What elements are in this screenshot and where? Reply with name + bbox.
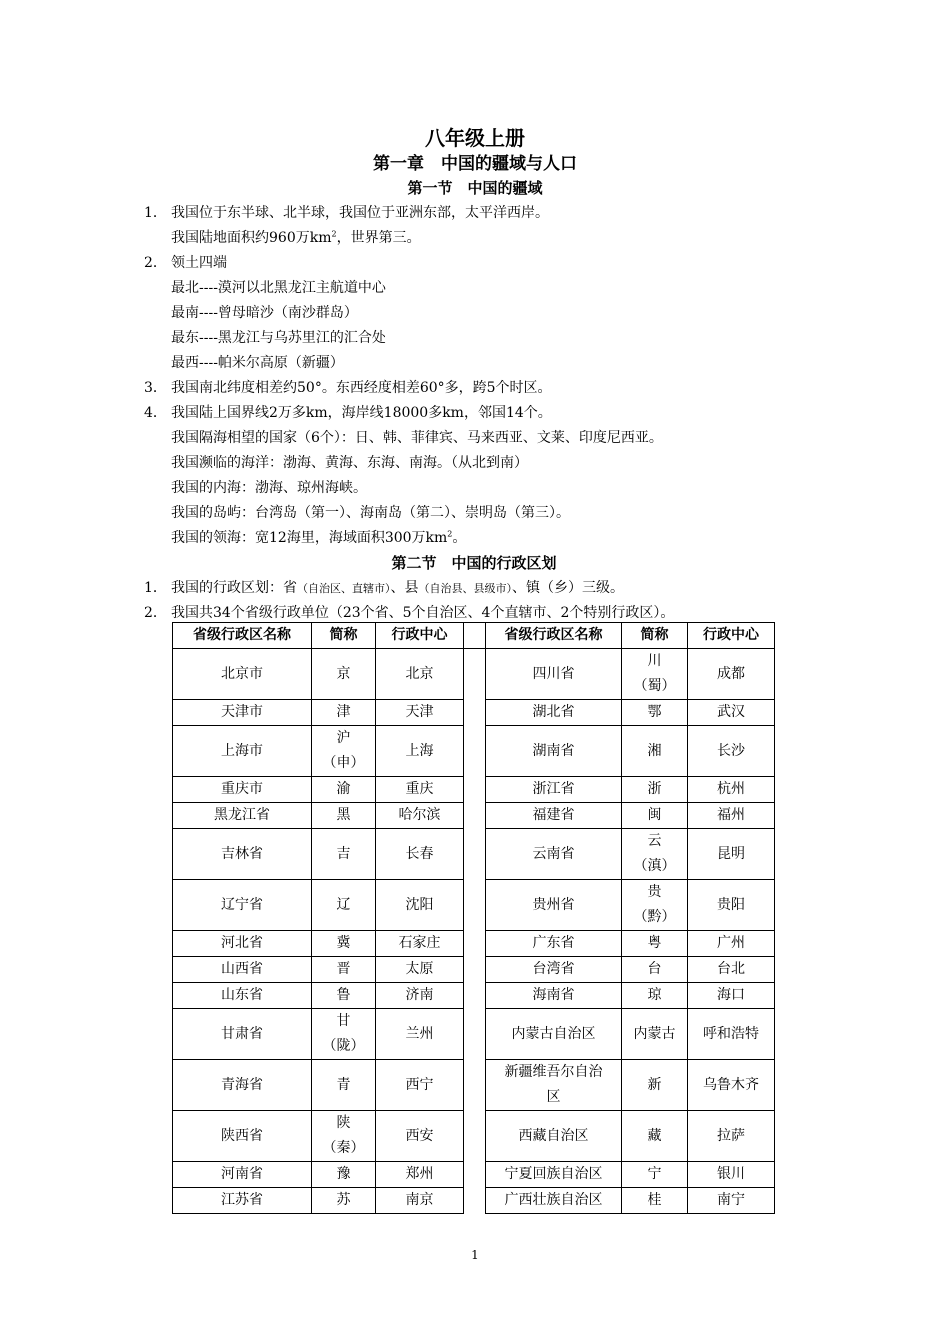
page-number: 1 [471,1248,479,1262]
province-name: 河北省 [173,931,312,957]
table-row [173,983,775,1009]
table-row [173,777,775,803]
province-name: 北京市 [173,649,312,700]
province-capital: 南京 [376,1188,464,1214]
list-item [144,251,804,276]
province-abbr: 陕 （秦） [312,1111,376,1162]
province-name: 青海省 [173,1060,312,1111]
list-item [144,326,804,351]
item-text: 、镇（乡）三级。 [512,580,624,596]
table-gap [464,983,486,1009]
item-text: 我国濒临的海洋：渤海、黄海、东海、南海。（从北到南） [171,455,528,471]
province-name: 山东省 [173,983,312,1009]
item-text: 、县 [390,580,419,596]
list-item [144,426,804,451]
item-number: 2． [144,605,167,621]
province-capital: 南宁 [688,1188,775,1214]
item-note: （自治县、县级市） [418,582,512,595]
list-item [144,576,804,601]
province-capital: 杭州 [688,777,775,803]
province-capital: 福州 [688,803,775,829]
province-name: 甘肃省 [173,1009,312,1060]
item-text: 。 [452,530,467,546]
table-row [173,880,775,931]
province-capital: 天津 [376,700,464,726]
item-text: 我国陆地面积约960万km [171,230,332,246]
province-abbr: 渝 [312,777,376,803]
province-capital: 成都 [688,649,775,700]
header-name: 省级行政区名称 [486,623,622,649]
province-abbr: 闽 [622,803,688,829]
item-number: 2． [144,255,167,271]
province-capital: 重庆 [376,777,464,803]
province-capital: 西安 [376,1111,464,1162]
province-name: 吉林省 [173,829,312,880]
province-abbr: 沪 （申） [312,726,376,777]
item-text: 我国南北纬度相差约50°。东西经度相差60°多，跨5个时区。 [171,380,552,396]
province-abbr: 青 [312,1060,376,1111]
table-gap [464,649,486,700]
province-capital: 武汉 [688,700,775,726]
list-item [144,451,804,476]
province-abbr: 津 [312,700,376,726]
province-name: 新疆维吾尔自治 区 [486,1060,622,1111]
item-text: 我国的行政区划：省 [171,580,297,596]
province-capital: 海口 [688,983,775,1009]
table-gap [464,623,486,649]
item-text: ，世界第三。 [336,230,421,246]
province-name: 江苏省 [173,1188,312,1214]
province-abbr: 浙 [622,777,688,803]
province-name: 湖北省 [486,700,622,726]
item-number: 4． [144,405,167,421]
province-name: 广西壮族自治区 [486,1188,622,1214]
table-gap [464,1162,486,1188]
province-name: 贵州省 [486,880,622,931]
table-row [173,1060,775,1111]
province-abbr: 苏 [312,1188,376,1214]
item-number: 1． [144,580,167,596]
province-abbr: 晋 [312,957,376,983]
book-title: 八年级上册 [425,126,525,150]
item-text: 最北----漠河以北黑龙江主航道中心 [171,280,386,296]
header-abbr: 简称 [622,623,688,649]
province-abbr: 贵 （黔） [622,880,688,931]
item-text: 我国的内海：渤海、琼州海峡。 [171,480,367,496]
province-abbr: 鲁 [312,983,376,1009]
list-item [144,201,804,226]
item-text: 我国隔海相望的国家（6个）：日、韩、菲律宾、马来西亚、文莱、印度尼西亚。 [171,430,663,446]
header-abbr: 简称 [312,623,376,649]
province-name: 宁夏回族自治区 [486,1162,622,1188]
province-abbr: 桂 [622,1188,688,1214]
province-abbr: 内蒙古 [622,1009,688,1060]
province-name: 湖南省 [486,726,622,777]
table-row [173,726,775,777]
province-name: 上海市 [173,726,312,777]
table-gap [464,1111,486,1162]
province-capital: 兰州 [376,1009,464,1060]
table-row [173,1188,775,1214]
province-abbr: 黑 [312,803,376,829]
province-capital: 广州 [688,931,775,957]
list-item [144,401,804,426]
province-abbr: 辽 [312,880,376,931]
province-name: 重庆市 [173,777,312,803]
superscript: 2 [331,229,337,239]
item-text: 最西----帕米尔高原（新疆） [171,355,344,371]
province-capital: 昆明 [688,829,775,880]
table-row [173,700,775,726]
province-capital: 呼和浩特 [688,1009,775,1060]
province-table [172,622,775,1214]
section1-list [144,201,804,551]
list-item [144,476,804,501]
province-name: 河南省 [173,1162,312,1188]
province-name: 台湾省 [486,957,622,983]
table-row [173,829,775,880]
province-abbr: 云 （滇） [622,829,688,880]
document-body [144,201,804,626]
province-abbr: 藏 [622,1111,688,1162]
province-table-wrapper [172,622,775,1214]
province-name: 广东省 [486,931,622,957]
province-abbr: 京 [312,649,376,700]
item-text: 我国共34个省级行政单位（23个省、5个自治区、4个直辖市、2个特别行政区）。 [171,605,675,621]
province-abbr: 甘 （陇） [312,1009,376,1060]
item-note: （自治区、直辖市） [297,582,391,595]
item-text: 最东----黑龙江与乌苏里江的汇合处 [171,330,386,346]
province-abbr: 湘 [622,726,688,777]
header-capital: 行政中心 [688,623,775,649]
table-row [173,803,775,829]
province-name: 陕西省 [173,1111,312,1162]
table-row [173,1162,775,1188]
province-capital: 北京 [376,649,464,700]
province-capital: 台北 [688,957,775,983]
province-name: 四川省 [486,649,622,700]
table-gap [464,931,486,957]
table-gap [464,880,486,931]
province-abbr: 新 [622,1060,688,1111]
province-capital: 西宁 [376,1060,464,1111]
province-abbr: 琼 [622,983,688,1009]
list-item [144,351,804,376]
list-item [144,376,804,401]
list-item [144,526,804,551]
province-capital: 长春 [376,829,464,880]
province-capital: 贵阳 [688,880,775,931]
list-item [144,301,804,326]
item-text: 我国的领海：宽12海里，海域面积300万km [171,530,448,546]
table-row [173,1009,775,1060]
province-abbr: 川 （蜀） [622,649,688,700]
table-gap [464,803,486,829]
table-gap [464,1060,486,1111]
province-capital: 哈尔滨 [376,803,464,829]
province-name: 浙江省 [486,777,622,803]
item-text: 领土四端 [171,255,227,271]
province-name: 天津市 [173,700,312,726]
province-capital: 济南 [376,983,464,1009]
province-capital: 石家庄 [376,931,464,957]
header-name: 省级行政区名称 [173,623,312,649]
table-row [173,957,775,983]
table-gap [464,957,486,983]
province-capital: 郑州 [376,1162,464,1188]
list-item [144,501,804,526]
chapter-title: 第一章 中国的疆域与人口 [373,154,577,174]
province-abbr: 粤 [622,931,688,957]
table-row [173,649,775,700]
province-name: 西藏自治区 [486,1111,622,1162]
table-gap [464,700,486,726]
province-abbr: 鄂 [622,700,688,726]
item-number: 1． [144,205,167,221]
list-item [144,276,804,301]
table-gap [464,1009,486,1060]
province-capital: 长沙 [688,726,775,777]
item-text: 我国的岛屿：台湾岛（第一）、海南岛（第二）、崇明岛（第三）。 [171,505,570,521]
table-gap [464,777,486,803]
list-item [144,226,804,251]
province-name: 内蒙古自治区 [486,1009,622,1060]
item-text: 我国陆上国界线2万多km，海岸线18000多km，邻国14个。 [171,405,552,421]
province-name: 辽宁省 [173,880,312,931]
province-abbr: 吉 [312,829,376,880]
item-text: 最南----曾母暗沙（南沙群岛） [171,305,358,321]
table-header-row [173,623,775,649]
item-number: 3． [144,380,167,396]
province-capital: 乌鲁木齐 [688,1060,775,1111]
province-abbr: 豫 [312,1162,376,1188]
province-capital: 银川 [688,1162,775,1188]
item-text: 我国位于东半球、北半球，我国位于亚洲东部，太平洋西岸。 [171,205,549,221]
province-capital: 太原 [376,957,464,983]
superscript: 2 [447,529,453,539]
province-capital: 拉萨 [688,1111,775,1162]
province-name: 黑龙江省 [173,803,312,829]
province-name: 山西省 [173,957,312,983]
table-gap [464,829,486,880]
province-abbr: 台 [622,957,688,983]
province-name: 福建省 [486,803,622,829]
table-row [173,931,775,957]
province-capital: 上海 [376,726,464,777]
province-name: 云南省 [486,829,622,880]
table-row [173,1111,775,1162]
province-abbr: 冀 [312,931,376,957]
table-gap [464,1188,486,1214]
section-title: 第一节 中国的疆域 [407,179,543,197]
province-capital: 沈阳 [376,880,464,931]
province-name: 海南省 [486,983,622,1009]
header-capital: 行政中心 [376,623,464,649]
section2-title: 第二节 中国的行政区划 [391,554,557,572]
title-block [0,124,950,200]
table-gap [464,726,486,777]
province-abbr: 宁 [622,1162,688,1188]
